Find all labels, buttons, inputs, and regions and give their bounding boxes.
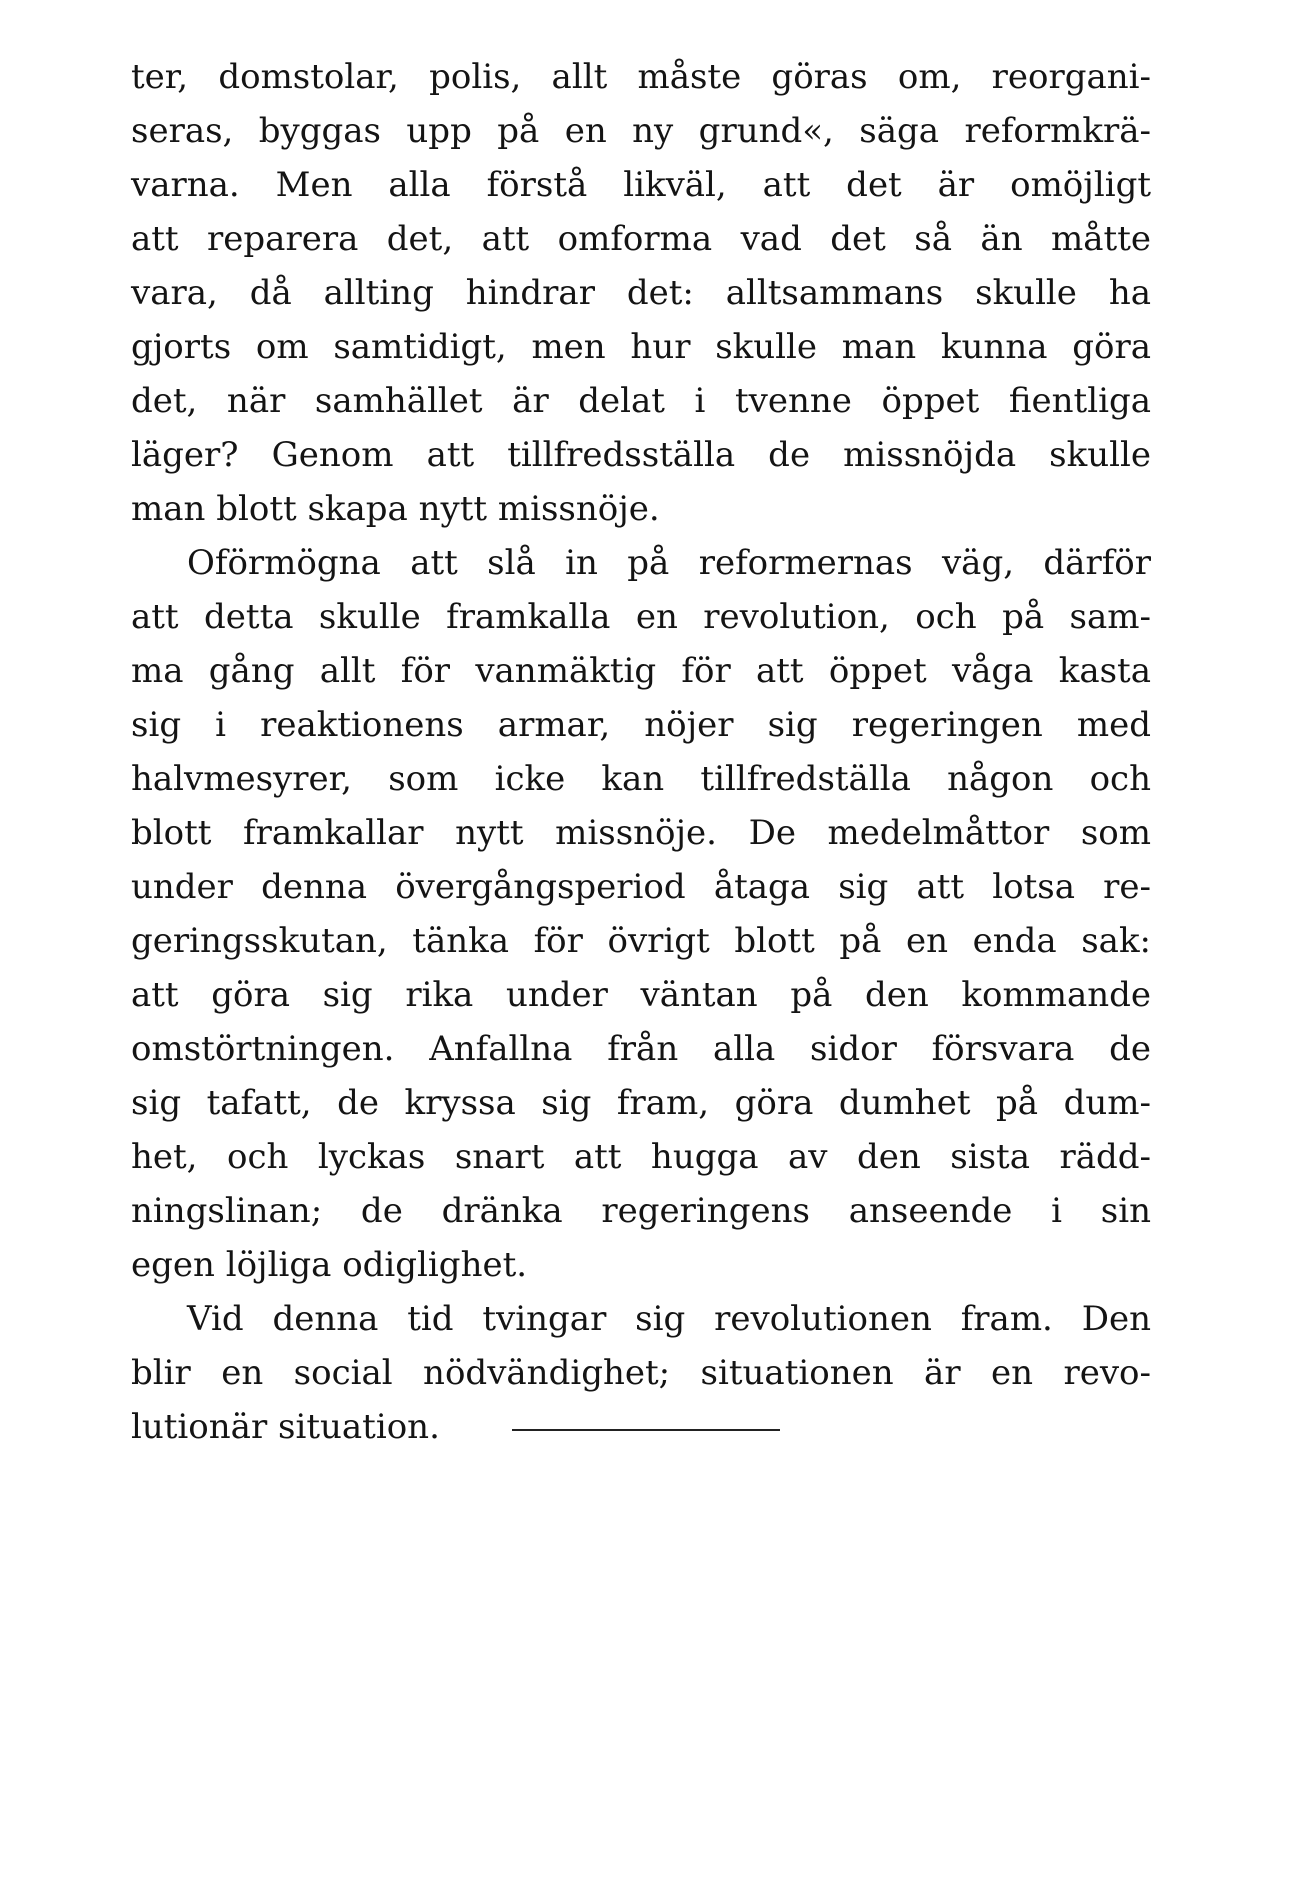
paragraph-start-line: Vid denna tid tvingar sig revolutionen fram. Den — [187, 1299, 1151, 1339]
text-line: att reparera det, att omforma vad det så än måtte — [131, 219, 1151, 259]
text-line: att göra sig rika under väntan på den kommande — [131, 975, 1151, 1015]
text-line: det, när samhället är delat i tvenne öppet fientliga — [131, 381, 1151, 421]
text-line: het, och lyckas snart att hugga av den sista rädd- — [131, 1137, 1151, 1177]
section-divider — [512, 1429, 780, 1431]
text-line: ter, domstolar, polis, allt måste göras om, reorgani- — [131, 57, 1151, 97]
text-line: lutionär situation. — [131, 1407, 440, 1447]
text-line: seras, byggas upp på en ny grund«, säga reformkrä- — [131, 111, 1151, 151]
paragraph-start-line: Oförmögna att slå in på reformernas väg, därför — [187, 543, 1151, 583]
text-line: sig tafatt, de kryssa sig fram, göra dumhet på dum- — [131, 1083, 1151, 1123]
text-line: att detta skulle framkalla en revolution, och på sam- — [131, 597, 1151, 637]
text-line: geringsskutan, tänka för övrigt blott på en enda sak: — [131, 921, 1151, 961]
text-line: ma gång allt för vanmäktig för att öppet våga kasta — [131, 651, 1151, 691]
text-line: halvmesyrer, som icke kan tillfredställa någon och — [131, 759, 1151, 799]
text-line: egen löjliga odiglighet. — [131, 1245, 528, 1285]
text-line: sig i reaktionens armar, nöjer sig regeringen med — [131, 705, 1151, 745]
text-line: ningslinan; de dränka regeringens anseende i sin — [131, 1191, 1151, 1231]
text-line: vara, då allting hindrar det: alltsammans skulle ha — [131, 273, 1151, 313]
text-line: läger? Genom att tillfredsställa de missnöjda skulle — [131, 435, 1151, 475]
text-line: blott framkallar nytt missnöje. De medelmåttor som — [131, 813, 1151, 853]
text-line: omstörtningen. Anfallna från alla sidor försvara de — [131, 1029, 1151, 1069]
text-line: varna. Men alla förstå likväl, att det är omöjligt — [131, 165, 1151, 205]
text-line: blir en social nödvändighet; situationen är en revo- — [131, 1353, 1151, 1393]
text-line: man blott skapa nytt missnöje. — [131, 489, 660, 529]
text-line: gjorts om samtidigt, men hur skulle man kunna göra — [131, 327, 1151, 367]
text-line: under denna övergångsperiod åtaga sig att lotsa re- — [131, 867, 1151, 907]
